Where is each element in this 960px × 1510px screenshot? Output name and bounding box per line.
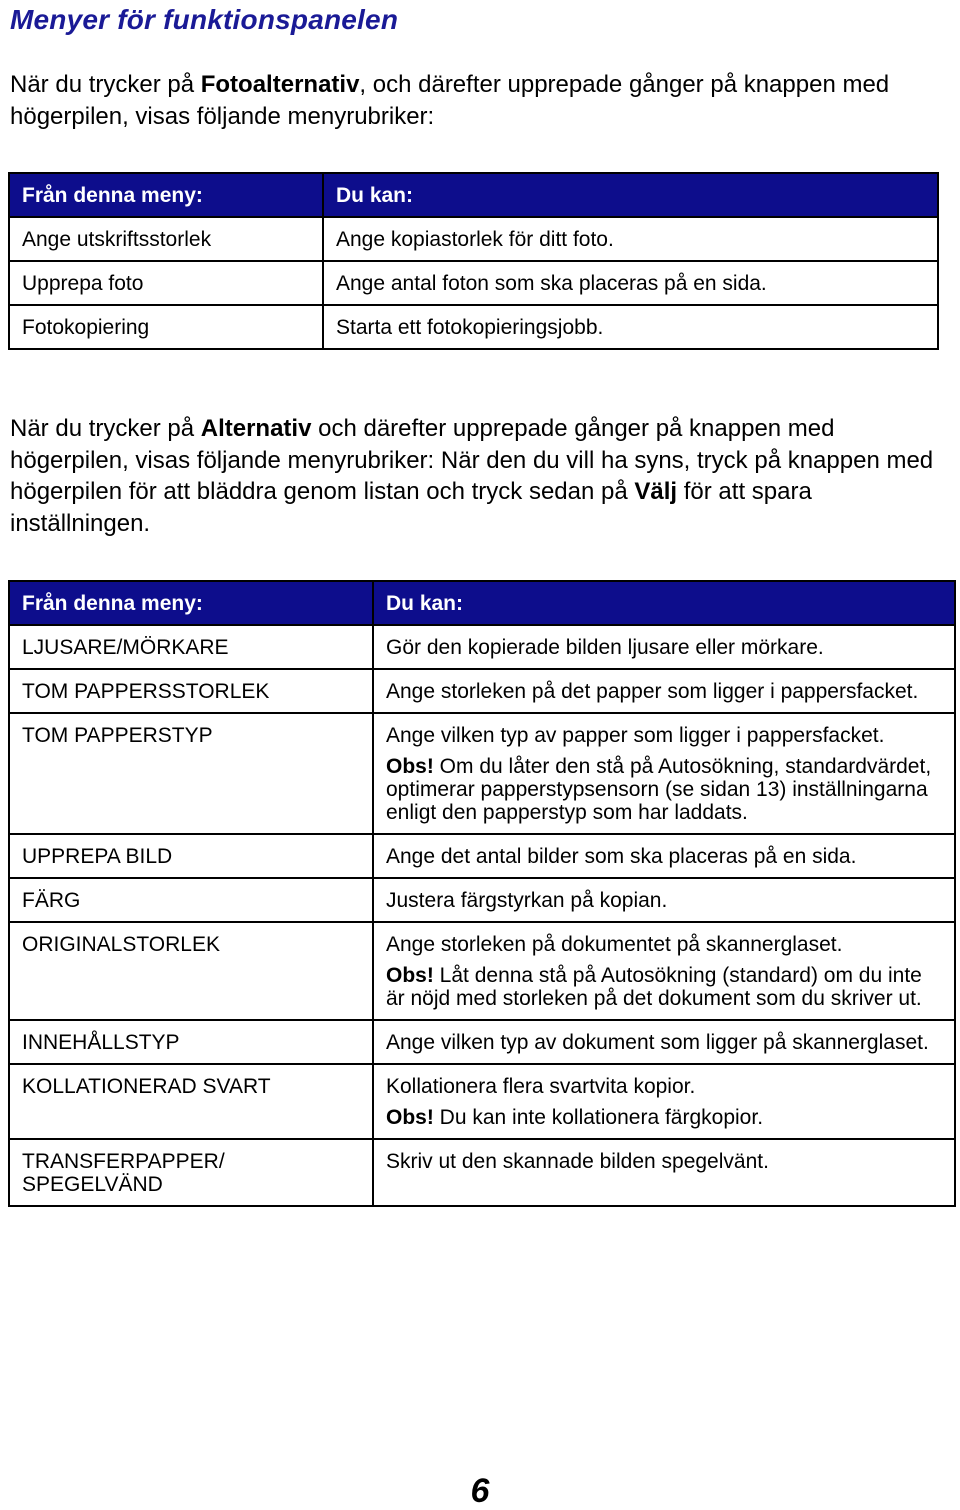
menu-name-cell: FÄRG	[9, 878, 373, 922]
note	[386, 964, 942, 1010]
menu-description-cell: Starta ett fotokopieringsjobb.	[323, 305, 938, 349]
menu-name-cell: Fotokopiering	[9, 305, 323, 349]
description-text: Justera färgstyrkan på kopian.	[386, 889, 668, 912]
menu-description-cell	[373, 713, 955, 834]
menu-description-cell	[373, 625, 955, 669]
page-heading: Menyer för funktionspanelen	[10, 4, 399, 35]
paragraph-text: När du trycker på	[10, 415, 201, 442]
intro-paragraph-options	[10, 413, 950, 539]
table-row	[9, 305, 938, 349]
description-text: Ange det antal bilder som ska placeras på en sida.	[386, 845, 857, 868]
menu-name-cell: ORIGINALSTORLEK	[9, 922, 373, 1020]
table-row	[9, 834, 955, 878]
column-header-action: Du kan:	[323, 173, 938, 217]
menu-description-cell	[373, 878, 955, 922]
description-text: Ange vilken typ av dokument som ligger på skannerglaset.	[386, 1031, 929, 1054]
note-text: Du kan inte kollationera färgkopior.	[433, 1106, 764, 1129]
note	[386, 755, 942, 824]
options-menu-table	[8, 580, 956, 1207]
table-row	[9, 1139, 955, 1206]
table-row	[9, 1020, 955, 1064]
table-header-row	[9, 173, 938, 217]
description-text: Skriv ut den skannade bilden spegelvänt.	[386, 1150, 769, 1173]
menu-description-cell	[373, 1139, 955, 1206]
table-row	[9, 261, 938, 305]
note-text: Om du låter den stå på Autosökning, standardvärdet, optimerar papperstypsensorn (se sidan 13) inställningarna enligt den papperstyp som har laddats.	[386, 755, 932, 824]
column-header-menu: Från denna meny:	[9, 581, 373, 625]
photo-options-menu-table	[8, 172, 939, 350]
description-text: Gör den kopierade bilden ljusare eller mörkare.	[386, 636, 824, 659]
menu-name-cell: INNEHÅLLSTYP	[9, 1020, 373, 1064]
menu-name-cell: TOM PAPPERSTYP	[9, 713, 373, 834]
bold-term: Fotoalternativ	[200, 71, 360, 98]
bold-term: Alternativ	[200, 415, 312, 442]
menu-description-cell: Ange antal foton som ska placeras på en sida.	[323, 261, 938, 305]
table-row	[9, 669, 955, 713]
menu-name-cell: Ange utskriftsstorlek	[9, 217, 323, 261]
menu-name-cell: UPPREPA BILD	[9, 834, 373, 878]
table-row	[9, 878, 955, 922]
page-number: 6	[470, 1472, 490, 1510]
menu-description-cell	[373, 1064, 955, 1139]
table-row	[9, 1064, 955, 1139]
table-row	[9, 922, 955, 1020]
table-row	[9, 217, 938, 261]
bold-term: Välj	[634, 478, 678, 505]
menu-name-cell: TRANSFERPAPPER/ SPEGELVÄND	[9, 1139, 373, 1206]
menu-description-cell: Ange kopiastorlek för ditt foto.	[323, 217, 938, 261]
menu-name-cell: TOM PAPPERSSTORLEK	[9, 669, 373, 713]
table-row	[9, 625, 955, 669]
column-header-action: Du kan:	[373, 581, 955, 625]
description-text: Kollationera flera svartvita kopior.	[386, 1075, 696, 1098]
menu-description-cell	[373, 834, 955, 878]
note-label: Obs!	[386, 755, 434, 778]
description-text: Ange storleken på dokumentet på skannerglaset.	[386, 933, 843, 956]
note-label: Obs!	[386, 1106, 434, 1129]
paragraph-text: och därefter upprepade gånger på knappen med högerpilen, visas följande menyrubriker: När den du vill ha syns, tryck på knappen med högerpilen för att bläddra genom listan och tryck sedan på	[10, 415, 934, 505]
table-row	[9, 713, 955, 834]
menu-description-cell	[373, 1020, 955, 1064]
menu-description-cell	[373, 922, 955, 1020]
description-text: Ange storleken på det papper som ligger i pappersfacket.	[386, 680, 919, 703]
table-header-row	[9, 581, 955, 625]
note-text: Låt denna stå på Autosökning (standard) om du inte är nöjd med storleken på det dokument som du skriver ut.	[386, 964, 922, 1010]
paragraph-text: När du trycker på	[10, 71, 201, 98]
menu-name-cell: KOLLATIONERAD SVART	[9, 1064, 373, 1139]
paragraph-text: , och därefter upprepade gånger på knappen med högerpilen, visas följande menyrubriker:	[10, 71, 890, 130]
column-header-menu: Från denna meny:	[9, 173, 323, 217]
description-text: Ange vilken typ av papper som ligger i pappersfacket.	[386, 724, 885, 747]
note-label: Obs!	[386, 964, 434, 987]
menu-name-cell: LJUSARE/MÖRKARE	[9, 625, 373, 669]
note	[386, 1106, 942, 1129]
paragraph-text: för att spara inställningen.	[10, 478, 812, 537]
menu-name-cell: Upprepa foto	[9, 261, 323, 305]
menu-description-cell	[373, 669, 955, 713]
intro-paragraph-photo-options	[10, 69, 950, 132]
